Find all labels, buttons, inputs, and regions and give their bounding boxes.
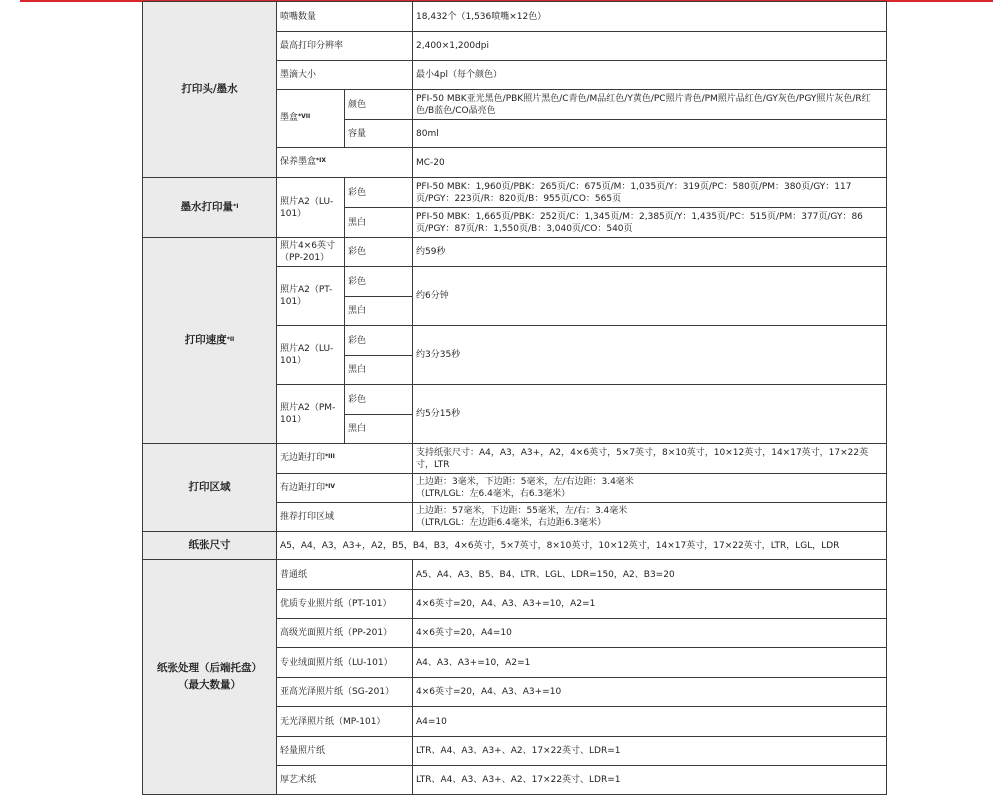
resolution-value: 2,400×1,200dpi bbox=[413, 32, 887, 61]
paper-capacity-value: LTR、A4、A3、A3+、A2、17×22英寸、LDR=1 bbox=[413, 737, 887, 766]
paper-capacity-value: A4、A3、A3+=10，A2=1 bbox=[413, 648, 887, 678]
bordered-label: 有边距打印$^{*IV}$ bbox=[277, 474, 413, 503]
speed-color-label: 彩色 bbox=[345, 326, 413, 356]
spec-table bbox=[142, 1, 887, 795]
speed-mono-label: 黑白 bbox=[345, 415, 413, 444]
category-print-area: 打印区域 bbox=[143, 444, 277, 532]
speed-color-label: 彩色 bbox=[345, 238, 413, 267]
speed-paper-label: 照片A2（PM-101） bbox=[277, 385, 345, 444]
speed-value: 约3分35秒 bbox=[413, 326, 887, 385]
paper-capacity-value: A4=10 bbox=[413, 707, 887, 737]
footnote-mark: *IV bbox=[325, 482, 336, 490]
paper-type-label: 无光泽照片纸（MP-101） bbox=[277, 707, 413, 737]
category-ink-yield: 墨水打印量$^{*I}$ bbox=[143, 178, 277, 238]
paper-type-label: 厚艺术纸 bbox=[277, 766, 413, 795]
speed-paper-label: 照片A2（LU-101） bbox=[277, 326, 345, 385]
ink-yield-paper: 照片A2（LU-101） bbox=[277, 178, 345, 238]
ink-color-label: 颜色 bbox=[345, 90, 413, 120]
resolution-label: 最高打印分辨率 bbox=[277, 32, 413, 61]
category-paper-size: 纸张尺寸 bbox=[143, 532, 277, 560]
category-print-speed: 打印速度$^{*II}$ bbox=[143, 238, 277, 444]
paper-type-label: 普通纸 bbox=[277, 560, 413, 590]
maintenance-value: MC-20 bbox=[413, 148, 887, 178]
recommended-area-value: 上边距：57毫米，下边距：55毫米，左/右：3.4毫米 （LTR/LGL：左边距6.4毫米，右边距6.3毫米） bbox=[413, 503, 887, 532]
speed-color-label: 彩色 bbox=[345, 267, 413, 297]
paper-capacity-value: 4×6英寸=20，A4=10 bbox=[413, 619, 887, 648]
category-paper-handling: 纸张处理（后端托盘） （最大数量） bbox=[143, 560, 277, 795]
recommended-area-label: 推荐打印区域 bbox=[277, 503, 413, 532]
speed-paper-label: 照片4×6英寸（PP-201） bbox=[277, 238, 345, 267]
table-row bbox=[143, 178, 887, 208]
ink-yield-color-value: PFI-50 MBK：1,960页/PBK：265页/C：675页/M：1,035页/Y：319页/PC：580页/PM：380页/GY：117页/PGY：223页/R：820页/B：955页/CO：565页 bbox=[413, 178, 887, 208]
speed-mono-label: 黑白 bbox=[345, 297, 413, 326]
speed-mono-label: 黑白 bbox=[345, 356, 413, 385]
table-row bbox=[143, 532, 887, 560]
maintenance-label: 保养墨盒$^{*IX}$ bbox=[277, 148, 413, 178]
speed-value: 约59秒 bbox=[413, 238, 887, 267]
table-row bbox=[143, 444, 887, 474]
footnote-mark: *VII bbox=[298, 113, 311, 120]
footnote-mark: *I bbox=[233, 202, 239, 210]
ink-capacity-value: 80ml bbox=[413, 120, 887, 148]
paper-type-label: 高级光面照片纸（PP-201） bbox=[277, 619, 413, 648]
nozzle-value: 18,432个（1,536喷嘴×12色） bbox=[413, 2, 887, 32]
paper-capacity-value: 4×6英寸=20，A4、A3、A3+=10 bbox=[413, 678, 887, 707]
droplet-label: 墨滴大小 bbox=[277, 61, 413, 90]
ink-yield-mono-value: PFI-50 MBK：1,665页/PBK：252页/C：1,345页/M：2,385页/Y：1,435页/PC：515页/PM：377页/GY：86页/PGY：87页/R：1,550页/B：3,040页/CO：540页 bbox=[413, 208, 887, 238]
bordered-value: 上边距：3毫米，下边距：5毫米，左/右边距：3.4毫米 （LTR/LGL：左6.4毫米，右6.3毫米） bbox=[413, 474, 887, 503]
ink-capacity-label: 容量 bbox=[345, 120, 413, 148]
table-row bbox=[143, 2, 887, 32]
paper-capacity-value: A5、A4、A3、B5、B4、LTR、LGL、LDR=150，A2、B3=20 bbox=[413, 560, 887, 590]
paper-capacity-value: 4×6英寸=20，A4、A3、A3+=10，A2=1 bbox=[413, 590, 887, 619]
ink-yield-color-label: 彩色 bbox=[345, 178, 413, 208]
speed-value: 约6分钟 bbox=[413, 267, 887, 326]
borderless-value: 支持纸张尺寸：A4，A3，A3+，A2，4×6英寸，5×7英寸，8×10英寸，10×12英寸，14×17英寸，17×22英寸，LTR bbox=[413, 444, 887, 474]
paper-type-label: 亚高光泽照片纸（SG-201） bbox=[277, 678, 413, 707]
paper-type-label: 轻量照片纸 bbox=[277, 737, 413, 766]
table-row bbox=[143, 560, 887, 590]
borderless-label: 无边距打印$^{*III}$ bbox=[277, 444, 413, 474]
paper-size-value: A5，A4，A3，A3+，A2，B5，B4，B3，4×6英寸，5×7英寸，8×10英寸，10×12英寸，14×17英寸，17×22英寸，LTR，LGL，LDR bbox=[277, 532, 887, 560]
footnote-mark: *III bbox=[325, 453, 335, 460]
ink-yield-mono-label: 黑白 bbox=[345, 208, 413, 238]
ink-color-value: PFI-50 MBK亚光黑色/PBK照片黑色/C青色/M品红色/Y黄色/PC照片青色/PM照片品红色/GY灰色/PGY照片灰色/R红色/B蓝色/CO晶亮色 bbox=[413, 90, 887, 120]
footnote-mark: *IX bbox=[316, 157, 327, 164]
speed-paper-label: 照片A2（PT-101） bbox=[277, 267, 345, 326]
footnote-mark: *II bbox=[226, 335, 235, 343]
speed-color-label: 彩色 bbox=[345, 385, 413, 415]
table-row bbox=[143, 238, 887, 267]
nozzle-label: 喷嘴数量 bbox=[277, 2, 413, 32]
category-printhead: 打印头/墨水 bbox=[143, 2, 277, 178]
speed-value: 约5分15秒 bbox=[413, 385, 887, 444]
paper-type-label: 专业绒面照片纸（LU-101） bbox=[277, 648, 413, 678]
paper-type-label: 优质专业照片纸（PT-101） bbox=[277, 590, 413, 619]
paper-capacity-value: LTR、A4、A3、A3+、A2、17×22英寸、LDR=1 bbox=[413, 766, 887, 795]
droplet-value: 最小4pl（每个颜色） bbox=[413, 61, 887, 90]
ink-tank-label: 墨盒$^{*VII}$ bbox=[277, 90, 345, 148]
